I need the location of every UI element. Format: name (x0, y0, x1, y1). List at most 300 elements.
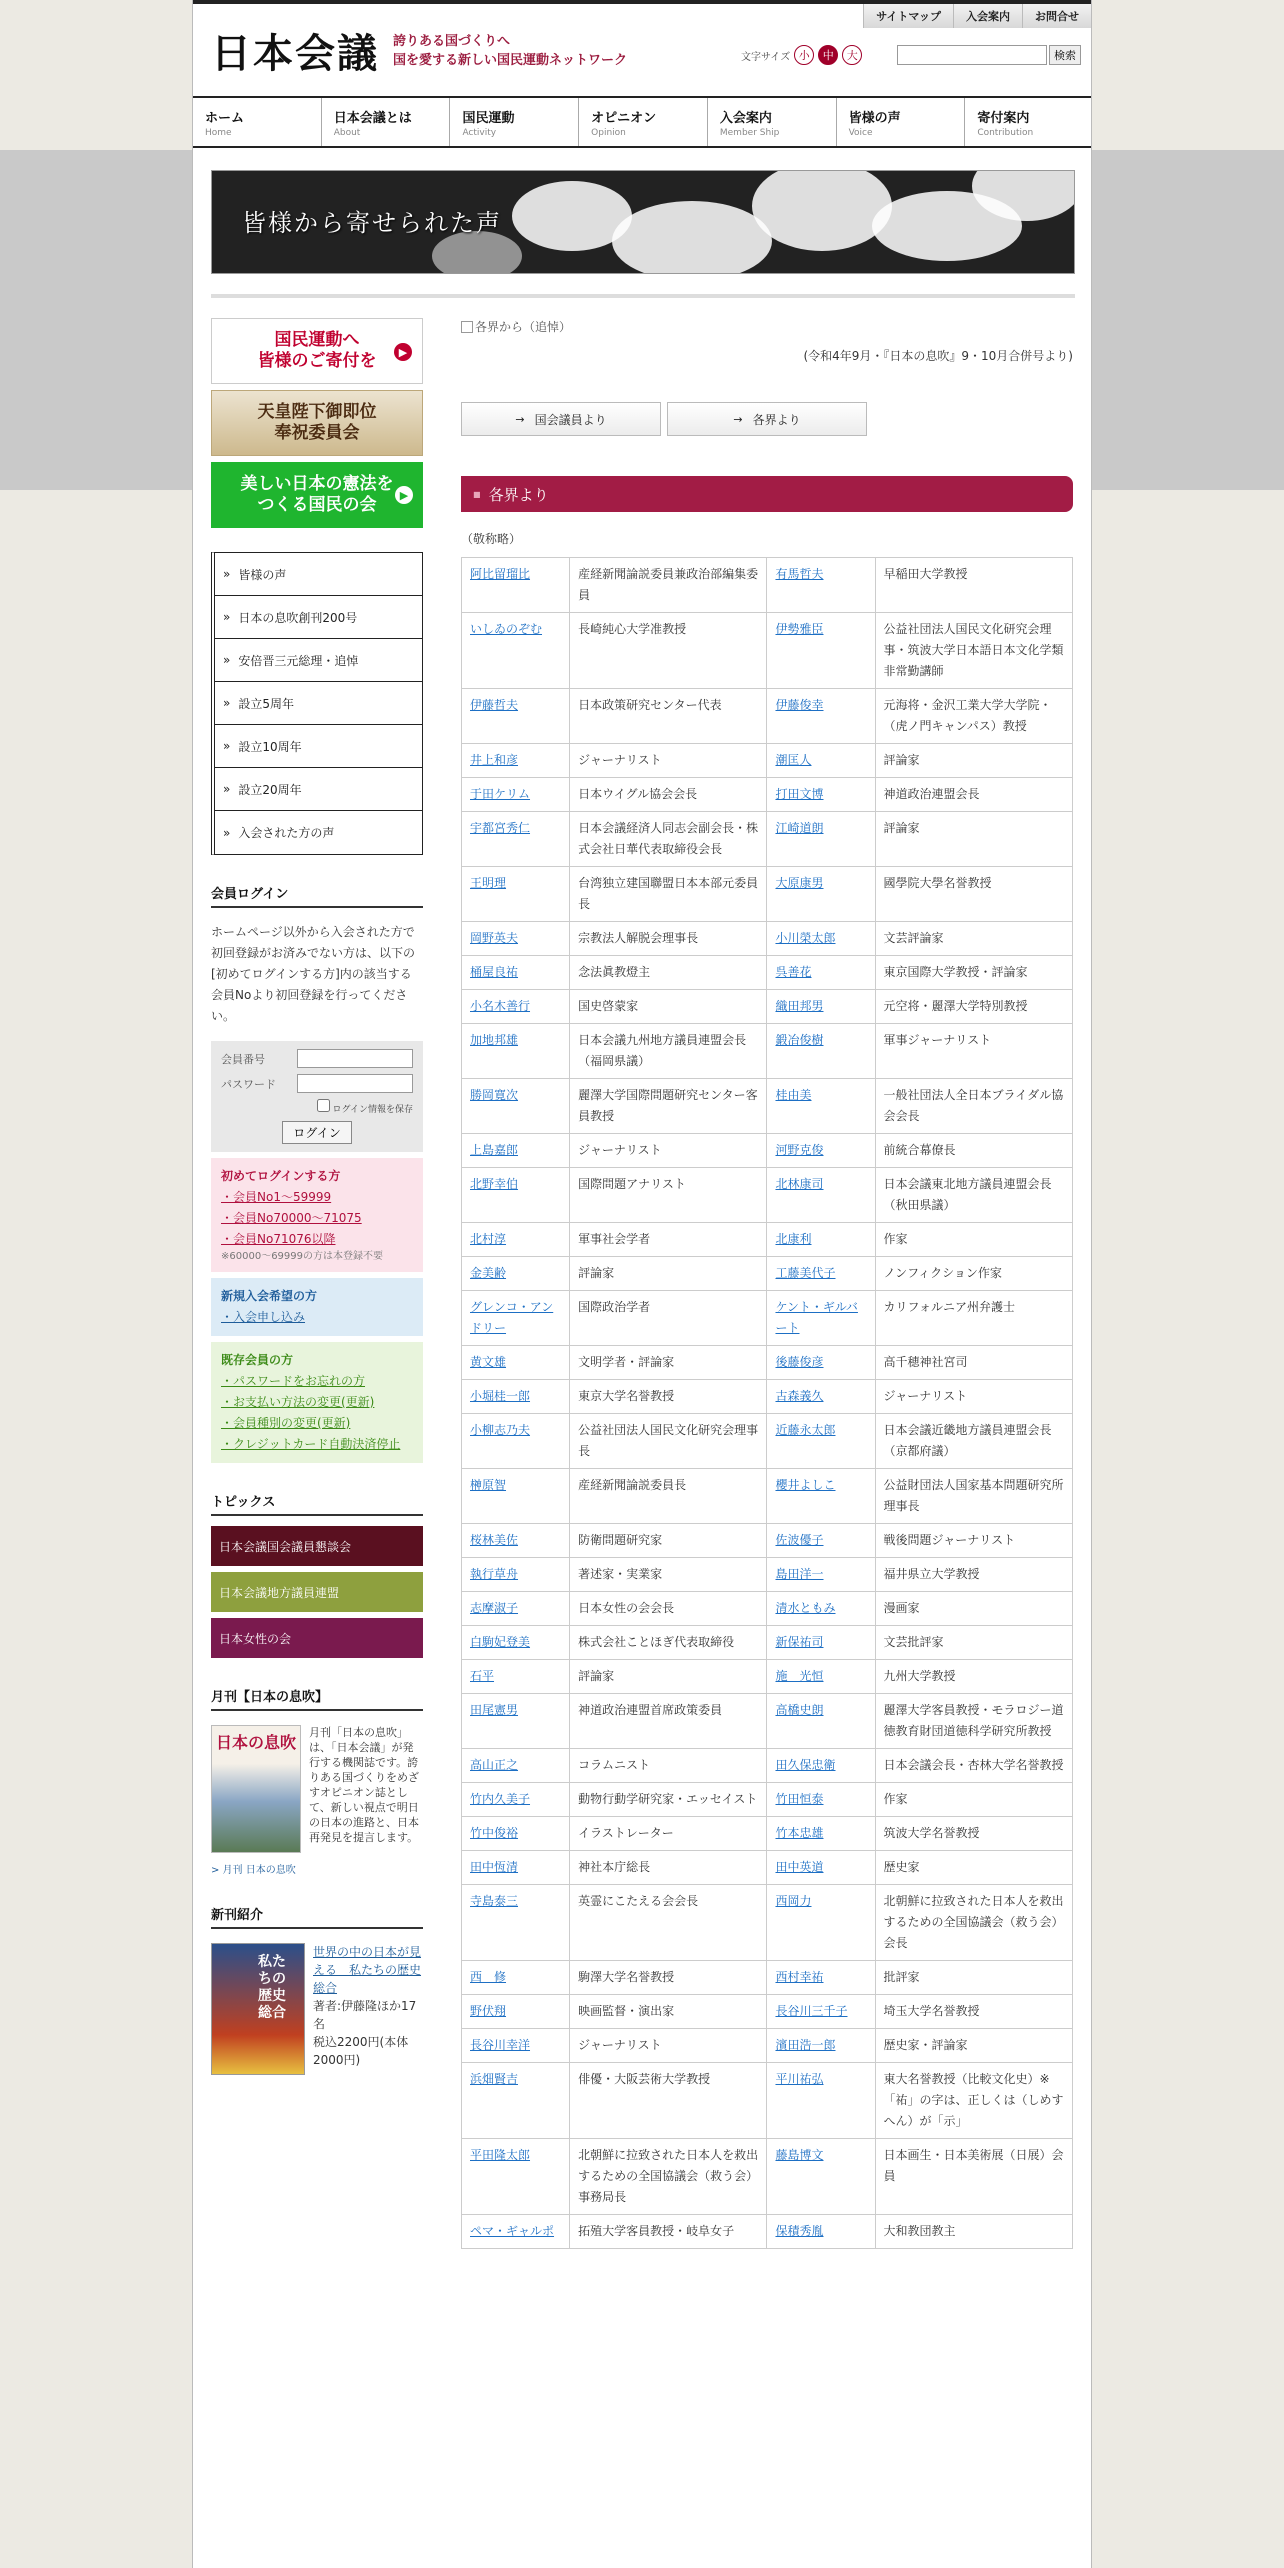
contributor-role: 日本政策研究センター代表 (570, 689, 767, 744)
contributor-name-link[interactable]: 石平 (462, 1660, 570, 1694)
book-cover-title: 私たちの歴史総合 (258, 1954, 286, 2021)
nav-activity-sublabel: Activity (462, 128, 497, 138)
contributor-name-link[interactable]: 伊勢雅臣 (767, 613, 875, 689)
table-row (462, 922, 1073, 956)
nav-home[interactable] (193, 98, 322, 146)
contributor-role: 評論家 (875, 744, 1072, 778)
password-input[interactable] (297, 1074, 413, 1093)
contributor-role: 評論家 (875, 812, 1072, 867)
contributor-role: カリフォルニア州弁護士 (875, 1291, 1072, 1346)
contributor-role: 國學院大學名誉教授 (875, 867, 1072, 922)
sidebar (211, 318, 423, 2075)
sidebar-item-new-members[interactable]: » 入会された方の声 (215, 811, 422, 854)
member-no-input[interactable] (297, 1049, 413, 1068)
section-title: ■ 各界より (461, 476, 1073, 512)
banner-line-1: 美しい日本の憲法を (240, 474, 394, 494)
table-row (462, 956, 1073, 990)
contributor-role: 株式会社ことほぎ代表取締役 (570, 1626, 767, 1660)
topics-heading: トピックス (211, 1491, 423, 1516)
contributor-name-link[interactable]: 櫻井よしこ (767, 1469, 875, 1524)
divider (211, 294, 1075, 298)
table-row (462, 1134, 1073, 1168)
contributor-name-link[interactable]: 有馬哲夫 (767, 558, 875, 613)
banner-line-2: 奉祝委員会 (274, 423, 360, 443)
contributor-name-link[interactable]: 竹内久美子 (462, 1783, 570, 1817)
table-row (462, 1995, 1073, 2029)
contributor-role: 高千穂神社宮司 (875, 1346, 1072, 1380)
contributor-role: 国際政治学者 (570, 1291, 767, 1346)
contributor-role: 産経新聞論説委員長 (570, 1469, 767, 1524)
sidebar-nav (211, 552, 423, 855)
table-row (462, 1024, 1073, 1079)
hero-blossom (612, 201, 772, 274)
main-content (461, 318, 1073, 2249)
contributor-name-link[interactable]: 白駒妃登美 (462, 1626, 570, 1660)
enthronement-banner[interactable] (211, 390, 423, 456)
contributor-role: 神社本庁総長 (570, 1851, 767, 1885)
contributor-role: 元空将・麗澤大学特別教授 (875, 990, 1072, 1024)
search-button[interactable]: 検索 (1049, 45, 1081, 65)
magazine-cover-title: 日本の息吹 (216, 1733, 297, 1752)
contributor-role: 歴史家・評論家 (875, 2029, 1072, 2063)
contributor-role: 映画監督・演出家 (570, 1995, 767, 2029)
contributor-name-link[interactable]: 北康利 (767, 1223, 875, 1257)
contributor-role: 駒澤大学名誉教授 (570, 1961, 767, 1995)
nav-membership-label: 入会案内 (719, 111, 772, 126)
sidebar-item-ibuki-200[interactable]: » 日本の息吹創刊200号 (215, 596, 422, 639)
contributor-role: イラストレーター (570, 1817, 767, 1851)
contributor-role: ジャーナリスト (570, 1134, 767, 1168)
first-login-note: ※60000～69999の方は本登録不要 (221, 1251, 384, 1262)
table-row (462, 2215, 1073, 2249)
existing-member-link[interactable]: ・お支払い方法の変更(更新) (221, 1395, 375, 1409)
contributor-name-link[interactable]: 小川榮太郎 (767, 922, 875, 956)
nav-contribution-sublabel: Contribution (977, 128, 1034, 138)
contributor-name-link[interactable]: 野伏翔 (462, 1995, 570, 2029)
contributor-name-link[interactable]: 桶屋良祐 (462, 956, 570, 990)
contributor-role: 神道政治連盟首席政策委員 (570, 1694, 767, 1749)
contributor-role: 念法眞教燈主 (570, 956, 767, 990)
table-row (462, 778, 1073, 812)
contributor-name-link[interactable]: 志摩淑子 (462, 1592, 570, 1626)
existing-member-link[interactable]: ・パスワードをお忘れの方 (221, 1374, 366, 1388)
existing-member-link[interactable]: ・会員種別の変更(更新) (221, 1416, 351, 1430)
section-subnav (461, 402, 1073, 436)
contributor-role: 公益社団法人国民文化研究会理事・筑波大学日本語日本文化学類非常勤講師 (875, 613, 1072, 689)
contributor-name-link[interactable]: 黄文雄 (462, 1346, 570, 1380)
contributor-name-link[interactable]: 西岡力 (767, 1885, 875, 1961)
contributor-role: 東京大学名誉教授 (570, 1380, 767, 1414)
contributor-name-link[interactable]: 田尾憲男 (462, 1694, 570, 1749)
contributor-name-link[interactable]: 江崎道朗 (767, 812, 875, 867)
contributor-role: 戦後問題ジャーナリスト (875, 1524, 1072, 1558)
contributor-name-link[interactable]: 阿比留瑠比 (462, 558, 570, 613)
contributor-name-link[interactable]: 潮匡人 (767, 744, 875, 778)
table-row (462, 2063, 1073, 2139)
contributor-name-link[interactable]: 桜林美佐 (462, 1524, 570, 1558)
contact-link[interactable]: お問合せ (1022, 4, 1091, 28)
contributor-role: ジャーナリスト (570, 744, 767, 778)
table-row (462, 990, 1073, 1024)
contributor-name-link[interactable]: 藤島博文 (767, 2139, 875, 2215)
search-input[interactable] (897, 45, 1047, 65)
contributor-name-link[interactable]: 上島嘉郎 (462, 1134, 570, 1168)
hero-blossom (752, 170, 892, 251)
contributor-name-link[interactable]: 王明理 (462, 867, 570, 922)
subnav-diet-members[interactable]: → 国会議員より (461, 402, 661, 436)
contributor-role: 台湾独立建国聯盟日本本部元委員長 (570, 867, 767, 922)
tagline-line-2: 国を愛する新しい国民運動ネットワーク (393, 52, 628, 68)
table-row (462, 1885, 1073, 1961)
contributor-name-link[interactable]: 平川祐弘 (767, 2063, 875, 2139)
existing-member-title: 既存会員の方 (221, 1353, 294, 1367)
nav-activity-label: 国民運動 (462, 111, 515, 126)
font-size-label: 文字サイズ (741, 51, 791, 63)
first-login-link[interactable]: ・会員No1～59999 (221, 1190, 332, 1204)
table-row (462, 1079, 1073, 1134)
contributor-name-link[interactable]: 伊藤哲夫 (462, 689, 570, 744)
contributor-name-link[interactable]: 寺島泰三 (462, 1885, 570, 1961)
contributor-name-link[interactable]: ケント・ギルバート (767, 1291, 875, 1346)
nav-about[interactable] (322, 98, 451, 146)
table-row (462, 1380, 1073, 1414)
table-row (462, 1168, 1073, 1223)
utility-links (863, 4, 1091, 28)
contributor-name-link[interactable]: 長谷川幸洋 (462, 2029, 570, 2063)
table-row (462, 1817, 1073, 1851)
book-author: 著者:伊藤隆ほか17名 (313, 1999, 417, 2031)
nav-activity[interactable] (450, 98, 579, 146)
contributor-name-link[interactable]: 浜畑賢吉 (462, 2063, 570, 2139)
nav-membership-sublabel: Member Ship (719, 128, 780, 138)
contributor-name-link[interactable]: 高橋史朗 (767, 1694, 875, 1749)
contributor-name-link[interactable]: 濱田浩一郎 (767, 2029, 875, 2063)
table-row (462, 812, 1073, 867)
nav-about-sublabel: About (333, 128, 361, 138)
apply-link[interactable]: ・入会申し込み (221, 1310, 306, 1324)
contributor-role: 軍事ジャーナリスト (875, 1024, 1072, 1079)
table-row (462, 558, 1073, 613)
contributor-role: 著述家・実業家 (570, 1558, 767, 1592)
magazine-heading: 月刊【日本の息吹】 (211, 1686, 423, 1711)
book-info (313, 1943, 421, 2075)
book-cover[interactable] (211, 1943, 305, 2075)
contributor-name-link[interactable]: 古森義久 (767, 1380, 875, 1414)
contributor-name-link[interactable]: 鍛冶俊樹 (767, 1024, 875, 1079)
contributor-role: 麗澤大学国際問題研究センター客員教授 (570, 1079, 767, 1134)
contributor-name-link[interactable]: 田中恆清 (462, 1851, 570, 1885)
contributor-role: 北朝鮮に拉致された日本人を救出するための全国協議会（救う会）事務局長 (570, 2139, 767, 2215)
contributor-name-link[interactable]: いしゐのぞむ (462, 613, 570, 689)
sitemap-link[interactable]: サイトマップ (863, 4, 953, 28)
contributor-name-link[interactable]: 桂由美 (767, 1079, 875, 1134)
new-book-block (211, 1943, 423, 2075)
contributor-role: 公益財団法人国家基本問題研究所理事長 (875, 1469, 1072, 1524)
contributor-name-link[interactable]: 勝岡寛次 (462, 1079, 570, 1134)
table-row (462, 1961, 1073, 1995)
magazine-description: 月刊「日本の息吹」は、「日本会議」が発行する機関誌です。誇りある国づくりをめざすオピニオン誌として、新しい視点で明日の日本の進路と、日本再発見を提言します。 (309, 1726, 419, 1844)
table-row (462, 744, 1073, 778)
first-login-link[interactable]: ・会員No71076以降 (221, 1232, 336, 1246)
subnav-various-fields[interactable]: → 各界より (667, 402, 867, 436)
contributor-role: 批評家 (875, 1961, 1072, 1995)
contributor-role: 一般社団法人全日本ブライダル協会会長 (875, 1079, 1072, 1134)
contributor-name-link[interactable]: 清水ともみ (767, 1592, 875, 1626)
contributor-role: 日本会議東北地方議員連盟会長（秋田県議） (875, 1168, 1072, 1223)
font-size-small-button[interactable]: 小 (794, 45, 814, 65)
contributor-name-link[interactable]: 伊藤俊幸 (767, 689, 875, 744)
contributor-role: 日本ウイグル協会会長 (570, 778, 767, 812)
contributor-role: 日本会議経済人同志会副会長・株式会社日華代表取締役会長 (570, 812, 767, 867)
contributor-name-link[interactable]: 河野克俊 (767, 1134, 875, 1168)
contributor-name-link[interactable]: 大原康男 (767, 867, 875, 922)
nav-opinion-sublabel: Opinion (591, 128, 626, 138)
table-row (462, 1783, 1073, 1817)
font-size-medium-button[interactable]: 中 (818, 45, 838, 65)
contributor-role: 東大名誉教授（比較文化史）※「祐」の字は、正しくは（しめすへん）が「示」 (875, 2063, 1072, 2139)
contributor-name-link[interactable]: 竹田恒泰 (767, 1783, 875, 1817)
login-heading: 会員ログイン (211, 883, 423, 908)
nav-opinion-label: オピニオン (591, 111, 657, 126)
membership-link[interactable]: 入会案内 (953, 4, 1022, 28)
table-row (462, 613, 1073, 689)
table-row (462, 1414, 1073, 1469)
contributor-role: 日本会議近畿地方議員連盟会長（京都府議） (875, 1414, 1072, 1469)
contributor-name-link[interactable]: 平田隆太郎 (462, 2139, 570, 2215)
constitution-banner[interactable] (211, 462, 423, 528)
contributor-role: 拓殖大学客員教授・岐阜女子 (570, 2215, 767, 2249)
page (192, 0, 1092, 2568)
nav-contribution-label: 寄付案内 (977, 111, 1030, 126)
contributor-role: 日本画生・日本美術展（日展）会員 (875, 2139, 1072, 2215)
new-member-box (211, 1278, 423, 1336)
contributor-name-link[interactable]: 佐波優子 (767, 1524, 875, 1558)
first-login-link[interactable]: ・会員No70000～71075 (221, 1211, 362, 1225)
first-login-title: 初めてログインする方 (221, 1169, 341, 1183)
donation-banner[interactable] (211, 318, 423, 384)
magazine-block (211, 1725, 423, 1853)
password-label: パスワード (221, 1077, 276, 1091)
table-row (462, 1346, 1073, 1380)
contributor-name-link[interactable]: 後藤俊彦 (767, 1346, 875, 1380)
logo-tagline (393, 32, 627, 70)
contributor-role: 評論家 (570, 1660, 767, 1694)
save-login-label: ログイン情報を保存 (332, 1105, 413, 1115)
table-row (462, 1257, 1073, 1291)
member-no-label: 会員番号 (221, 1052, 265, 1066)
table-row (462, 1749, 1073, 1783)
contributor-role: ノンフィクション作家 (875, 1257, 1072, 1291)
arrow-right-icon: ▶ (395, 486, 413, 504)
contributor-role: 北朝鮮に拉致された日本人を救出するための全国協議会（救う会）会長 (875, 1885, 1072, 1961)
broken-image: 各界から（追悼） (461, 318, 1073, 335)
contributor-name-link[interactable]: 新保祐司 (767, 1626, 875, 1660)
contributors-table (461, 557, 1073, 2249)
contributor-name-link[interactable]: 金美齢 (462, 1257, 570, 1291)
login-form (211, 1041, 423, 1152)
contributor-role: ジャーナリスト (875, 1380, 1072, 1414)
table-row (462, 689, 1073, 744)
contributor-name-link[interactable]: 北林康司 (767, 1168, 875, 1223)
contributor-role: 筑波大学名誉教授 (875, 1817, 1072, 1851)
table-row (462, 1851, 1073, 1885)
contributor-role: 神道政治連盟会長 (875, 778, 1072, 812)
contributor-name-link[interactable]: 田久保忠衛 (767, 1749, 875, 1783)
site-search (897, 45, 1081, 65)
contributor-role: 文芸評論家 (875, 922, 1072, 956)
contributor-role: 前統合幕僚長 (875, 1134, 1072, 1168)
contributor-name-link[interactable]: 北野幸伯 (462, 1168, 570, 1223)
topic-diet-members[interactable]: 日本会議国会議員懇談会 (211, 1526, 423, 1566)
banner-line-2: つくる国民の会 (257, 495, 377, 515)
nav-about-label: 日本会議とは (333, 111, 412, 126)
nav-membership[interactable] (708, 98, 837, 146)
banner-line-1: 国民運動へ (274, 330, 360, 350)
first-login-box (211, 1158, 423, 1272)
contributor-role: 九州大学教授 (875, 1660, 1072, 1694)
contributor-role: コラムニスト (570, 1749, 767, 1783)
contributor-name-link[interactable]: 小堀桂一郎 (462, 1380, 570, 1414)
nav-voice-sublabel: Voice (848, 128, 873, 138)
contributor-name-link[interactable]: 西 修 (462, 1961, 570, 1995)
sidebar-item-20th[interactable]: » 設立20周年 (215, 768, 422, 811)
contributor-role: 長崎純心大学准教授 (570, 613, 767, 689)
table-row (462, 1626, 1073, 1660)
new-member-title: 新規入会希望の方 (221, 1289, 318, 1303)
login-intro: ホームページ以外から入会された方で初回登録がお済みでない方は、以下の[初めてログインする方]内の該当する会員Noより初回登録を行ってください。 (211, 925, 416, 1023)
contributor-role: 漫画家 (875, 1592, 1072, 1626)
magazine-more-link[interactable]: > 月刊 日本の息吹 (211, 1865, 296, 1876)
sidebar-item-abe-memorial[interactable]: » 安倍晋三元総理・追悼 (215, 639, 422, 682)
contributor-role: 産経新聞論説委員兼政治部編集委員 (570, 558, 767, 613)
contributor-name-link[interactable]: 井上和彦 (462, 744, 570, 778)
hero-title: 皆様から寄せられた声 (242, 209, 502, 237)
contributor-name-link[interactable]: 加地邦雄 (462, 1024, 570, 1079)
contributor-name-link[interactable]: 保積秀胤 (767, 2215, 875, 2249)
topic-womens-group[interactable]: 日本女性の会 (211, 1618, 423, 1658)
table-row (462, 1469, 1073, 1524)
table-row (462, 1291, 1073, 1346)
contributor-role: 日本女性の会会長 (570, 1592, 767, 1626)
nav-opinion[interactable] (579, 98, 708, 146)
new-book-heading: 新刊紹介 (211, 1904, 423, 1929)
arrow-right-icon: ▶ (394, 343, 412, 361)
contributor-name-link[interactable]: 竹中俊裕 (462, 1817, 570, 1851)
contributor-role: 公益社団法人国民文化研究会理事長 (570, 1414, 767, 1469)
contributor-name-link[interactable]: 執行草舟 (462, 1558, 570, 1592)
contributor-role: 麗澤大学客員教授・モラロジー道徳教育財団道徳科学研究所教授 (875, 1694, 1072, 1749)
nav-contribution[interactable] (965, 98, 1092, 146)
font-size-selector (741, 45, 862, 65)
contributor-role: 動物行動学研究家・エッセイスト (570, 1783, 767, 1817)
sidebar-item-10th[interactable]: » 設立10周年 (215, 725, 422, 768)
contributor-name-link[interactable]: 高山正之 (462, 1749, 570, 1783)
contributor-role: ジャーナリスト (570, 2029, 767, 2063)
book-title-link[interactable]: 世界の中の日本が見える 私たちの歴史総合 (313, 1945, 422, 1995)
contributor-role: 俳優・大阪芸術大学教授 (570, 2063, 767, 2139)
contributor-name-link[interactable]: 小柳志乃夫 (462, 1414, 570, 1469)
contributor-role: 日本会議会長・杏林大学名誉教授 (875, 1749, 1072, 1783)
topic-local-members[interactable]: 日本会議地方議員連盟 (211, 1572, 423, 1612)
contributor-name-link[interactable]: 打田文博 (767, 778, 875, 812)
contributor-role: 文芸批評家 (875, 1626, 1072, 1660)
table-row (462, 2139, 1073, 2215)
contributor-name-link[interactable]: 榊原智 (462, 1469, 570, 1524)
honorifics-note: （敬称略） (461, 532, 522, 546)
font-size-large-button[interactable]: 大 (842, 45, 862, 65)
source-citation: (令和4年9月・『日本の息吹』9・10月合併号より) (803, 349, 1073, 363)
save-login-checkbox[interactable] (317, 1099, 330, 1112)
contributor-name-link[interactable]: 織田邦男 (767, 990, 875, 1024)
table-row (462, 1558, 1073, 1592)
nav-voice[interactable] (837, 98, 966, 146)
contributor-role: 大和教団教主 (875, 2215, 1072, 2249)
contributor-role: 作家 (875, 1223, 1072, 1257)
contributor-name-link[interactable]: ペマ・ギャルポ (462, 2215, 570, 2249)
contributor-role: 早稲田大学教授 (875, 558, 1072, 613)
contributor-name-link[interactable]: 西村幸祐 (767, 1961, 875, 1995)
sidebar-item-voice[interactable]: » 皆様の声 (215, 553, 422, 596)
contributor-role: 軍事社会学者 (570, 1223, 767, 1257)
table-row (462, 1223, 1073, 1257)
contributor-name-link[interactable]: 北村淳 (462, 1223, 570, 1257)
contributor-role: 宗教法人解脱会理事長 (570, 922, 767, 956)
book-price: 税込2200円(本体2000円) (313, 2035, 409, 2067)
magazine-cover[interactable] (211, 1725, 301, 1853)
contributor-role: 作家 (875, 1783, 1072, 1817)
contributor-name-link[interactable]: 長谷川三千子 (767, 1995, 875, 2029)
contributor-name-link[interactable]: 田中英道 (767, 1851, 875, 1885)
table-row (462, 1660, 1073, 1694)
nav-home-label: ホーム (205, 111, 245, 126)
table-row (462, 1694, 1073, 1749)
contributor-name-link[interactable]: 近藤永太郎 (767, 1414, 875, 1469)
existing-member-link[interactable]: ・クレジットカード自動決済停止 (221, 1437, 401, 1451)
contributor-name-link[interactable]: 小名木善行 (462, 990, 570, 1024)
contributor-name-link[interactable]: 島田洋一 (767, 1558, 875, 1592)
contributor-role: 元海将・金沢工業大学大学院・（虎ノ門キャンパス）教授 (875, 689, 1072, 744)
contributor-name-link[interactable]: 宇都宮秀仁 (462, 812, 570, 867)
contributor-role: 評論家 (570, 1257, 767, 1291)
contributor-name-link[interactable]: 岡野英夫 (462, 922, 570, 956)
table-row (462, 867, 1073, 922)
table-row (462, 1524, 1073, 1558)
logo-text: 日本会議 (211, 30, 379, 77)
sidebar-item-5th[interactable]: » 設立5周年 (215, 682, 422, 725)
banner-line-1: 天皇陛下御即位 (257, 402, 377, 422)
contributor-name-link[interactable]: 于田ケリム (462, 778, 570, 812)
global-nav (193, 96, 1092, 148)
contributor-role: 埼玉大学名誉教授 (875, 1995, 1072, 2029)
contributor-role: 文明学者・評論家 (570, 1346, 767, 1380)
nav-voice-label: 皆様の声 (848, 111, 901, 126)
site-logo[interactable] (211, 22, 627, 79)
contributor-name-link[interactable]: 呉善花 (767, 956, 875, 990)
login-button[interactable]: ログイン (282, 1121, 351, 1144)
contributor-name-link[interactable]: 工藤美代子 (767, 1257, 875, 1291)
contributor-role: 歴史家 (875, 1851, 1072, 1885)
contributor-role: 国史啓蒙家 (570, 990, 767, 1024)
banner-line-2: 皆様のご寄付を (257, 351, 377, 371)
existing-member-box (211, 1342, 423, 1463)
contributor-role: 日本会議九州地方議員連盟会長（福岡県議） (570, 1024, 767, 1079)
contributor-name-link[interactable]: 竹本忠雄 (767, 1817, 875, 1851)
contributor-name-link[interactable]: 施 光恒 (767, 1660, 875, 1694)
table-row (462, 2029, 1073, 2063)
contributor-role: 英霊にこたえる会会長 (570, 1885, 767, 1961)
contributor-name-link[interactable]: グレンコ・アンドリー (462, 1291, 570, 1346)
table-row (462, 1592, 1073, 1626)
